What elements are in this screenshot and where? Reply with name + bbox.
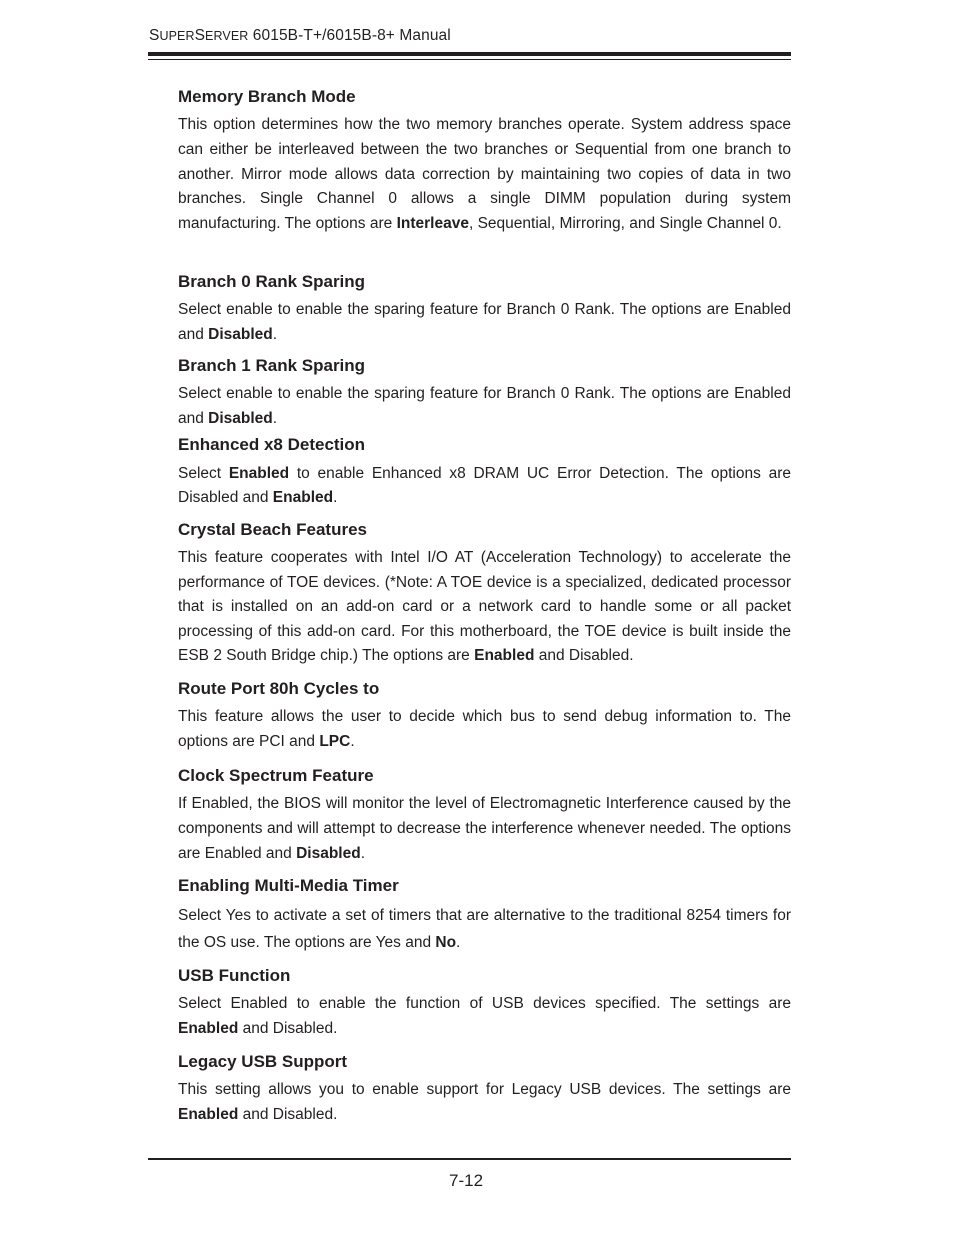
section-memory-branch-mode [178,87,791,237]
section-branch-1-rank-sparing [178,356,791,432]
page-number: 7-12 [449,1171,484,1190]
footer-rule [148,1158,791,1160]
section-body: This feature cooperates with Intel I/O AT (Acceleration Technology) to accelerate the performance of TOE devices. (*Note: A TOE device is a specialized, dedicated processor that is installed on an add-on card or a network card to handle some or all packet processing of this add-on card. For this motherboard, the TOE device is built inside the ESB 2 South Bridge chip.) The options are Enabled and Disabled. [178,549,791,665]
section-body: Select Enabled to enable the function of USB devices specified. The settings are Enabled and Disabled. [178,995,791,1037]
section-body: Select Yes to activate a set of timers that are alternative to the traditional 8254 timers for the OS use. The options are Yes and No. [178,907,791,951]
section-body: Select Enabled to enable Enhanced x8 DRAM UC Error Detection. The options are Disabled and Enabled. [178,465,792,506]
section-body: Select enable to enable the sparing feature for Branch 0 Rank. The options are Enabled and Disabled. [178,385,791,427]
section-multi-media-timer [178,876,791,956]
header-rule-thin [148,59,791,60]
section-body: If Enabled, the BIOS will monitor the level of Electromagnetic Interference caused by the components and will attempt to decrease the interference whenever needed. The options are Enabled and Disabled. [178,795,791,862]
header-title-rest: 6015B-T+/6015B-8+ Manual [248,27,451,44]
header-title-smallcaps: ERVER [205,29,249,43]
section-route-port-80h [178,679,791,755]
header-title-letter: S [194,27,206,44]
section-heading: Enhanced x8 Detection [178,435,366,454]
header-title-smallcaps: UPER [159,29,195,43]
section-clock-spectrum-feature [178,766,791,866]
section-heading: Route Port 80h Cycles to [178,679,380,698]
section-heading: Crystal Beach Features [178,520,367,539]
section-heading: Clock Spectrum Feature [178,766,374,785]
section-crystal-beach-features [178,520,791,669]
header-rule-thick [148,52,791,56]
section-heading: Branch 0 Rank Sparing [178,272,366,291]
section-enhanced-x8-detection [178,435,791,509]
header-title-letter: S [149,27,160,44]
section-body: This option determines how the two memory branches operate. System address space can either be interleaved between the two branches or Sequential from one branch to another. Mirror mode allows data correction by maintaining two copies of data in two branches. Single Channel 0 allows a single DIMM population during system manufacturing. The options are Interleave, Sequential, Mirroring, and Single Channel 0. [178,116,791,233]
section-branch-0-rank-sparing [178,272,791,348]
section-heading: Branch 1 Rank Sparing [178,356,366,375]
section-body: This feature allows the user to decide which bus to send debug information to. The options are PCI and LPC. [178,708,791,750]
section-usb-function [178,966,791,1042]
section-heading: Legacy USB Support [178,1052,348,1071]
section-heading: Memory Branch Mode [178,87,356,106]
section-heading: USB Function [178,966,291,985]
section-body: Select enable to enable the sparing feature for Branch 0 Rank. The options are Enabled and Disabled. [178,301,791,343]
section-legacy-usb-support [178,1052,791,1128]
running-header [149,27,451,45]
section-body: This setting allows you to enable support for Legacy USB devices. The settings are Enabled and Disabled. [178,1081,791,1123]
section-heading: Enabling Multi-Media Timer [178,876,399,895]
